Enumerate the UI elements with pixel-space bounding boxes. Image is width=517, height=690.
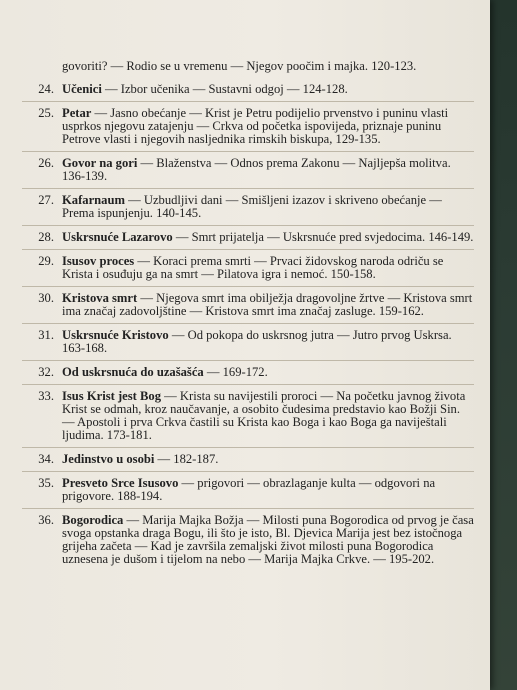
- entry-number: 34.: [38, 452, 54, 466]
- entry-title: Od uskrsnuća do uzašašća: [62, 365, 204, 379]
- entry-body: — 182-187.: [154, 452, 219, 466]
- entry-number: 30.: [38, 291, 54, 305]
- toc-entry-29: [22, 255, 474, 281]
- entry-separator: [22, 101, 474, 102]
- toc-entry-32: [22, 366, 474, 379]
- entry-body: — Blaženstva — Odnos prema Zakonu — Najljepša molitva. 136-139.: [62, 156, 451, 183]
- entry-title: Govor na gori: [62, 156, 138, 170]
- entry-number: 25.: [38, 106, 54, 120]
- toc-entry-24: [22, 83, 474, 96]
- entry-title: Učenici: [62, 82, 102, 96]
- entry-separator: [22, 286, 474, 287]
- entry-body: — Uzbudljivi dani — Smišljeni izazov i skriveno obećanje — Prema ispunjenju. 140-145.: [62, 193, 442, 220]
- entry-body: govoriti? — Rodio se u vremenu — Njegov poočim i majka. 120-123.: [62, 59, 417, 73]
- entry-number: 28.: [38, 230, 54, 244]
- table-of-contents: [22, 60, 474, 577]
- entry-number: 35.: [38, 476, 54, 490]
- toc-entry-33: [22, 390, 474, 442]
- entry-body: — Koraci prema smrti — Prvaci židovskog naroda odriču se Krista i osuđuju ga na smrt — Pilatova igra i nemoć. 150-158.: [62, 254, 444, 281]
- entry-separator: [22, 225, 474, 226]
- entry-number: 26.: [38, 156, 54, 170]
- entry-number: 32.: [38, 365, 54, 379]
- entry-separator: [22, 360, 474, 361]
- continued-entry: [22, 60, 474, 73]
- entry-number: 33.: [38, 389, 54, 403]
- entry-body: — Njegova smrt ima obilježja dragovoljne žrtve — Kristova smrt ima značaj zadovoljštine — Kristova smrt ima značaj zasluge. 159-162.: [62, 291, 473, 318]
- entry-title: Petar: [62, 106, 92, 120]
- entry-body: — 169-172.: [203, 365, 268, 379]
- entry-separator: [22, 323, 474, 324]
- entry-title: Bogorodica: [62, 513, 124, 527]
- toc-entry-28: [22, 231, 474, 244]
- entry-body: — Izbor učenika — Sustavni odgoj — 124-128.: [101, 82, 348, 96]
- toc-entry-34: [22, 453, 474, 466]
- entry-number: 31.: [38, 328, 54, 342]
- entry-number: 24.: [38, 82, 54, 96]
- entry-number: 36.: [38, 513, 54, 527]
- entry-title: Isusov proces: [62, 254, 135, 268]
- entry-separator: [22, 471, 474, 472]
- entry-title: Uskrsnuće Kristovo: [62, 328, 169, 342]
- toc-entry-35: [22, 477, 474, 503]
- entry-separator: [22, 384, 474, 385]
- entry-title: Isus Krist jest Bog: [62, 389, 162, 403]
- entry-body: — prigovori — obrazlaganje kulta — odgovori na prigovore. 188-194.: [62, 476, 436, 503]
- entry-body: — Od pokopa do uskrsnog jutra — Jutro prvog Uskrsa. 163-168.: [62, 328, 452, 355]
- toc-entry-30: [22, 292, 474, 318]
- entry-separator: [22, 447, 474, 448]
- toc-entry-36: [22, 514, 474, 566]
- entry-body: — Jasno obećanje — Krist je Petru podijelio prvenstvo i puninu vlasti usprkos njegovu zatajenju — Crkva od početka ispovijeda, priznaje puninu Petrove vlasti i njegovih nasljednika rimskih biskupa, 129-135.: [62, 106, 449, 146]
- entry-title: Kristova smrt: [62, 291, 138, 305]
- toc-entry-25: [22, 107, 474, 146]
- entry-number: 27.: [38, 193, 54, 207]
- entry-number: 29.: [38, 254, 54, 268]
- entry-title: Kafarnaum: [62, 193, 125, 207]
- toc-entry-26: [22, 157, 474, 183]
- entry-separator: [22, 151, 474, 152]
- entry-body: — Marija Majka Božja — Milosti puna Bogorodica od prvog je časa svoga opstanka draga Bogu, ili što je isto, Bl. Djevica Marija jest bez istočnoga grijeha začeta — Kad je završila zemaljski život milosti puna Bogorodica uznesena je dušom i tijelom na nebo — Marija Majka Crkve. — 195-202.: [62, 513, 474, 566]
- entry-body: — Krista su navijestili proroci — Na početku javnog života Krist se odmah, kroz naučavanje, a osobito čudesima predstavio kao Božji Sin. — Apostoli i prva Crkva častili su Krista kao Boga i kao Boga ga naviještali ljudima. 173-181.: [62, 389, 466, 442]
- toc-entry-27: [22, 194, 474, 220]
- toc-entry-31: [22, 329, 474, 355]
- entry-separator: [22, 508, 474, 509]
- entry-separator: [22, 188, 474, 189]
- entry-separator: [22, 249, 474, 250]
- entry-body: — Smrt prijatelja — Uskrsnuće pred svjedocima. 146-149.: [172, 230, 474, 244]
- entry-title: Uskrsnuće Lazarovo: [62, 230, 173, 244]
- entry-title: Presveto Srce Isusovo: [62, 476, 179, 490]
- entry-title: Jedinstvo u osobi: [62, 452, 155, 466]
